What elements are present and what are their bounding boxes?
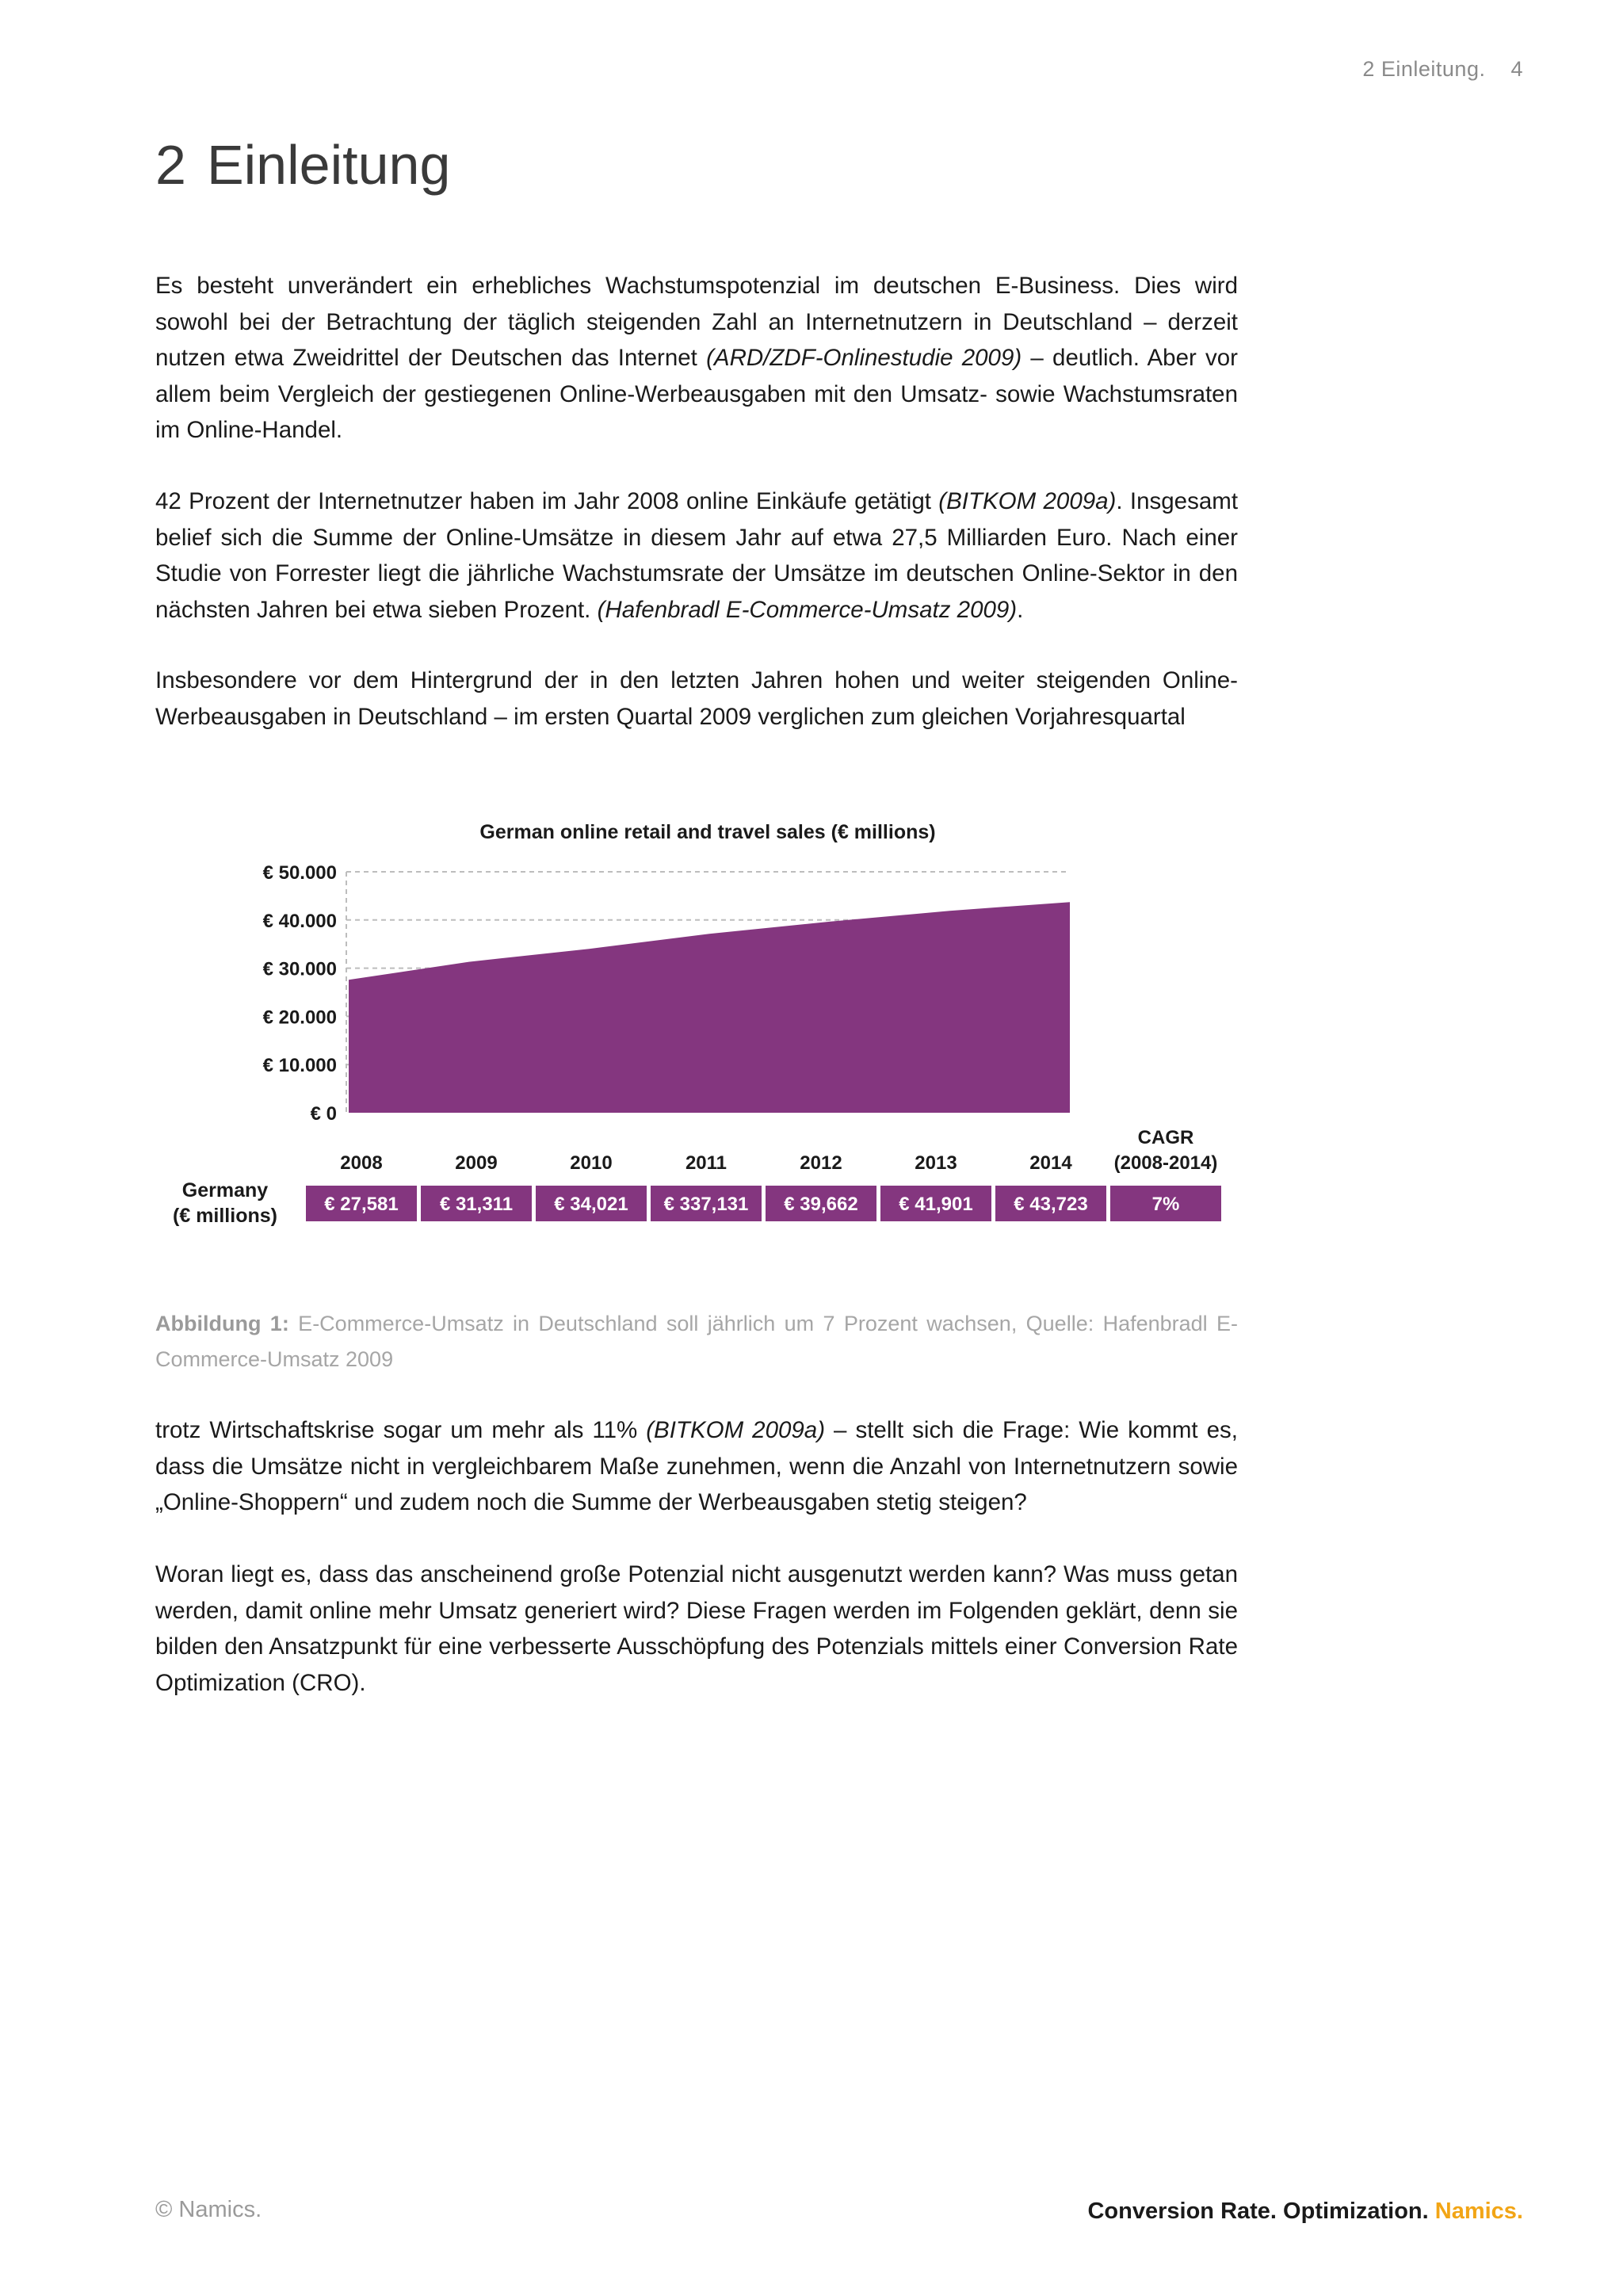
- paragraph-4-text-b: – stellt sich die Frage: Wie kommt es, dass die Umsätze nicht in vergleichbarem Maße zunehmen, wenn die Anzahl von Internetnutzern sowie „Online-Shoppern“ und zudem noch die Summe der Werbeausgaben stetig steigen?: [155, 1417, 1239, 1515]
- y-tick-label-2: € 20.000: [262, 1007, 337, 1029]
- y-tick-label-4: € 40.000: [262, 910, 337, 932]
- table-cell-value-3: € 337,131: [663, 1194, 749, 1215]
- footer-tagline: [1087, 2199, 1523, 2225]
- figure-label: Abbildung 1:: [155, 1312, 289, 1335]
- paragraph-2: [155, 483, 1238, 628]
- paragraph-2-text-a: 42 Prozent der Internetnutzer haben im Jahr 2008 online Einkäufe getätigt: [155, 488, 939, 514]
- footer-tagline-text: Conversion Rate. Optimization.: [1087, 2199, 1435, 2224]
- table-row-label-1: (€ millions): [173, 1205, 277, 1227]
- cagr-cell-value: 7%: [1151, 1194, 1180, 1215]
- chart-title: German online retail and travel sales (€ millions): [479, 821, 936, 843]
- x-tick-label-2012: 2012: [800, 1152, 842, 1174]
- paragraph-4: [155, 1412, 1238, 1521]
- paragraph-5: Woran liegt es, dass das anscheinend große Potenzial nicht ausgenutzt werden kann? Was muss getan werden, damit online mehr Umsatz generiert wird? Diese Fragen werden im Folgenden geklärt, denn sie bilden den Ansatzpunkt für eine verbesserte Ausschöpfung des Potenzials mittels einer Conversion Rate Optimization (CRO).: [155, 1561, 1238, 1696]
- x-tick-label-2014: 2014: [1029, 1152, 1072, 1174]
- x-tick-label-2009: 2009: [455, 1152, 498, 1174]
- cagr-header-1: (2008-2014): [1113, 1152, 1218, 1174]
- table-cell-value-5: € 41,901: [899, 1194, 973, 1215]
- y-tick-label-0: € 0: [310, 1103, 337, 1125]
- figure-caption-text: E-Commerce-Umsatz in Deutschland soll jährlich um 7 Prozent wachsen, Quelle: Hafenbradl E-Commerce-Umsatz 2009: [155, 1312, 1239, 1371]
- paragraph-1-text-a: Es besteht unverändert ein erhebliches Wachstumspotenzial im deutschen E-Business. Dies wird sowohl bei der Betrachtung der täglich steigenden Zahl an Internetnutzern in Deutschland – derzeit nutzen etwa Zweidrittel der Deutschen das Internet: [155, 273, 1238, 371]
- running-title: 2 Einleitung.: [1362, 57, 1486, 81]
- sales-area: [349, 902, 1070, 1113]
- section-title: Einleitung: [206, 134, 451, 196]
- citation-ard-zdf: (ARD/ZDF-Onlinestudie 2009): [706, 345, 1022, 371]
- x-tick-label-2010: 2010: [570, 1152, 613, 1174]
- running-header: [1362, 57, 1523, 82]
- table-cell-value-1: € 31,311: [439, 1194, 514, 1215]
- table-cell-value-6: € 43,723: [1014, 1194, 1088, 1215]
- paragraph-2-text-c: .: [1017, 596, 1024, 623]
- section-number: 2: [155, 134, 186, 196]
- page-number: 4: [1510, 57, 1523, 81]
- figure-caption: [155, 1306, 1238, 1377]
- paragraph-1: [155, 268, 1238, 449]
- sales-chart: [0, 793, 1623, 1252]
- paragraph-3: Insbesondere vor dem Hintergrund der in den letzten Jahren hohen und weiter steigenden Online-Werbeausgaben in Deutschland – im ersten Quartal 2009 verglichen zum gleichen Vorjahresquartal: [155, 667, 1238, 730]
- paragraph-1-text-b: – deutlich. Aber vor allem beim Vergleich der gestiegenen Online-Werbeausgaben mit den Umsatz- sowie Wachstumsraten im Online-Handel.: [155, 345, 1238, 443]
- table-cell-value-4: € 39,662: [784, 1194, 858, 1215]
- x-axis-ticks: [340, 1152, 1072, 1174]
- section-heading: [155, 133, 450, 197]
- table-cell-value-0: € 27,581: [324, 1194, 399, 1215]
- citation-hafenbradl: (Hafenbradl E-Commerce-Umsatz 2009): [597, 596, 1018, 623]
- y-tick-label-1: € 10.000: [262, 1055, 337, 1077]
- y-axis-ticks: [263, 862, 337, 1125]
- cagr-header-0: CAGR: [1137, 1127, 1194, 1148]
- citation-bitkom: (BITKOM 2009a): [938, 488, 1117, 514]
- data-table: [173, 1127, 1221, 1227]
- citation-bitkom-2: (BITKOM 2009a): [646, 1417, 826, 1443]
- footer-copyright: © Namics.: [155, 2197, 262, 2222]
- x-tick-label-2011: 2011: [685, 1152, 727, 1174]
- table-cell-value-2: € 34,021: [554, 1194, 628, 1215]
- paragraph-2-text-b: . Insgesamt belief sich die Summe der Online-Umsätze in diesem Jahr auf etwa 27,5 Milliarden Euro. Nach einer Studie von Forrester liegt die jährliche Wachstumsrate der Umsätze im deutschen Online-Sektor in den nächsten Jahren bei etwa sieben Prozent.: [155, 488, 1239, 623]
- x-tick-label-2013: 2013: [915, 1152, 957, 1174]
- y-tick-label-5: € 50.000: [262, 862, 337, 884]
- footer-brand: Namics.: [1434, 2199, 1523, 2224]
- y-tick-label-3: € 30.000: [262, 958, 337, 980]
- paragraph-4-text-a: trotz Wirtschaftskrise sogar um mehr als 11%: [155, 1417, 647, 1443]
- table-row-label-0: Germany: [181, 1179, 269, 1201]
- x-tick-label-2008: 2008: [340, 1152, 383, 1174]
